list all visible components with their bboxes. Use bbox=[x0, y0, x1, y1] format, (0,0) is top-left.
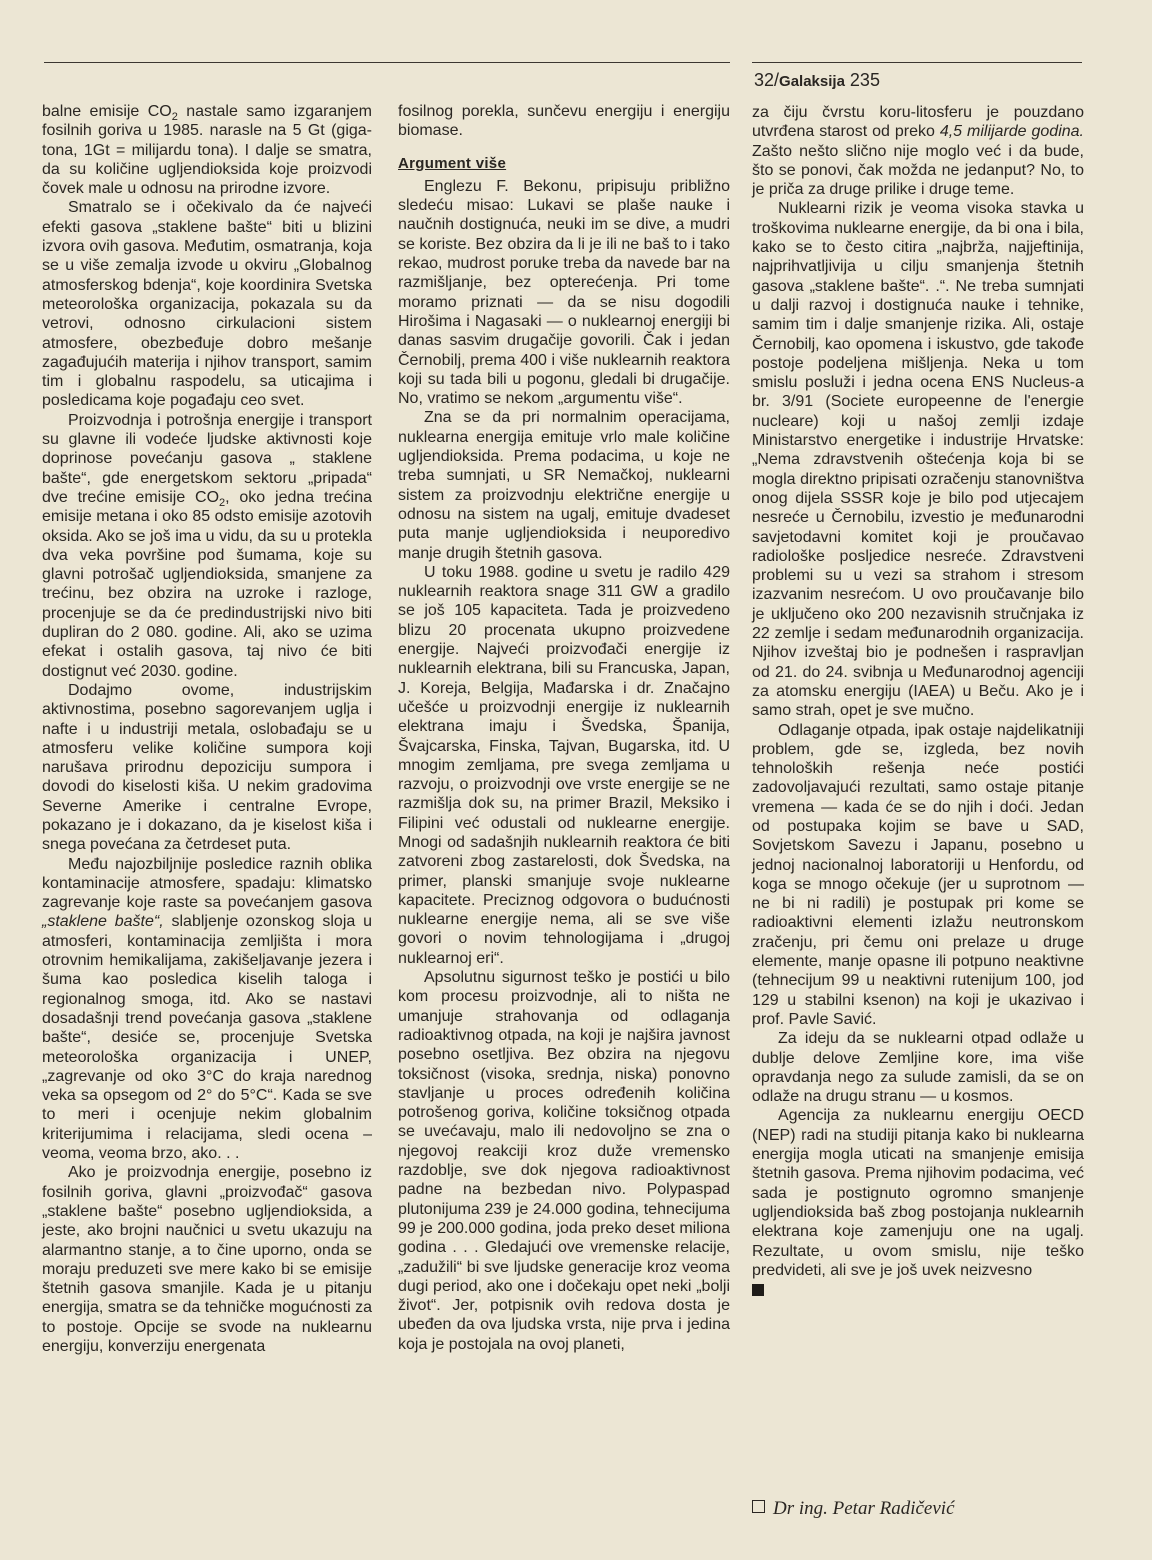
col1-paragraph-5: Među najozbiljnije posledice raznih oblika kontaminacije atmosfere, spadaju: klimatsko zagrevanje koje raste sa povećanjem gasova „staklene bašte“, slabljenje ozonskog sloja u atmosferi, kontaminacija zemljišta i mora otrovnim hemikalijama, zakišeljavanje jezera i šuma kao posledica kiselih taloga i regionalnog smoga, itd. Ako se nastavi dosadašnji trend povećanja gasova „staklene bašte“, desiće se, procenjuje Svetska meteorološka organizacija i UNEP, „zagrevanje od oko 3°C do kraja narednog veka sa opsegom od 2° do 5°C“. Kada se sve to meri i ocenjuje nekim globalnim kriterijumima i relacijama, sledi ocena – veoma, veoma brzo, ako. . . bbox=[42, 855, 372, 1163]
col2-paragraph-5: Apsolutnu sigurnost teško je postići u bilo kom procesu proizvodnje, ali to ništa ne umanjuje strahovanja od odlaganja radioaktivnog otpada, na koji je najšira javnost posebno osetljiva. Bez obzira na njegovu toksičnost (visoka, srednja, niska) ponovno stavljanje u proces određenih količina potrošenog goriva, količine toksičnog otpada se uvećavaju, malo ili nedovoljno se zna o njegovoj reakciji kroz duže vremensko razdoblje, sve dok njegova radioaktivnost padne na bezbedan nivo. Polураspad plutonijuma 239 je 24.000 godina, tehnecijuma 99 je 200.000 godina, joda preko deset miliona godina . . . Gledajući ove vremenske relacije, „zadužili“ bi sve ljudske generacije kroz veoma dugi period, ako one i dočekaju opet neki „bolji život“. Jer, potpisnik ovih redova dosta je ubeđen da ova ljudska vrsta, nije prva i jedina koja je postojala na ovoj planeti, bbox=[398, 969, 730, 1353]
header-rule-right bbox=[752, 62, 1082, 63]
col3-paragraph-5: Agencija za nuklearnu energiju OECD (NEP) radi na studiji pitanja kako bi nuklearna energija mogla uticati na smanjenje emisija štetnih gasova. Prema njihovim podacima, već sada je postignuto ogromno smanjenje ugljendioksida baš zbog postojanja nuklearnih elektrana koje zamenjuju one na ugalj. Rezultate, u ovom smislu, nije teško predvideti, ali sve je još uvek neizvesno bbox=[752, 1107, 1084, 1279]
author-name: Dr ing. Petar Radičević bbox=[773, 1498, 955, 1519]
col1-paragraph-1: balne emisije $CO_2$ nastale samo izgaranjem fosilnih goriva u 1985. narasle na 5 Gt (giga-tona, 1Gt = milijardu tona). I dalje se smatra, da su količine ugljendioksida koje proizvodi čovek male u odnosu na prirodne izvore. bbox=[42, 103, 373, 198]
column-3 bbox=[752, 103, 1084, 1301]
col2-paragraph-1: fosilnog porekla, sunčevu energiju i energiju biomase. bbox=[398, 103, 730, 140]
col1-paragraph-4: Dodajmo ovome, industrijskim aktivnostima, posebno sagorevanjem uglja i nafte i u industriji metala, oslobađaju se u atmosferu velike količine sumpora koji narušava prirodnu depoziciju sumpora i dovodi do kiselosti kiša. U nekim gradovima Severne Amerike i centralne Evrope, pokazano je i dokazano, da je kiselost kiša i snega povećana za četrdeset puta. bbox=[42, 681, 372, 854]
header-rule-left bbox=[44, 62, 730, 63]
col2-paragraph-2: Englezu F. Bekonu, pripisuju približno sledeću misao: Lukavi se plaše nauke i naučnih dostignuća, neuki im se dive, a mudri se koriste. Bez obzira da li je ili ne baš to i tako rekao, mudrost porukе treba da navede bar na razmišljanje, bez opterećenja. Pri tome moramo priznati — da se nisu dogodili Hirošima i Nagasaki — o nuklearnoj energiji bi danas sasvim drugačije govorili. Čak i jedan Černobilj, prema 400 i više nuklearnih reaktora koji su tada bili u pogonu, gledali bi drugačije. No, vratimo se nekom „argumentu više“. bbox=[398, 177, 730, 408]
column-2 bbox=[398, 102, 730, 1354]
col1-paragraph-6: Ako je proizvodnja energije, posebno iz fosilnih goriva, glavni „proizvođač“ gasova „staklene bašte“ posebno ugljendioksida, a jeste, ako brojni naučnici u svetu ukazuju na alarmantno stanje, a to čine uporno, onda se moraju preduzeti sve mere kako bi se emisije štetnih gasova smanjile. Kada je u pitanju energija, smatra se da tehničke mogućnosti za to postoje. Opcije se svode na nuklearnu energiju, konverziju energenata bbox=[42, 1164, 372, 1355]
col1-paragraph-2: Smatralo se i očekivalo da će najveći efekti gasova „staklene bašte“ biti u blizini izvora ovih gasova. Međutim, osmatranja, koja se u više zemalja izvode u okviru „Globalnog atmosferskog bdenja“, koje koordinira Svetska meteorološka organizacija, pokazala su da vetrovi, odnosno cirkulacioni sistem atmosfere, obezbeđuje dobro mešanje zagađujućih materija i njihov transport, samim tim i globalnu raspodelu, sa uticajima i posledicama koje pogađaju ceo svet. bbox=[42, 199, 372, 410]
byline-box-icon bbox=[752, 1500, 765, 1513]
page-number: 32/ bbox=[754, 70, 780, 90]
magazine-name: Galaksija bbox=[779, 73, 845, 90]
issue-number: 235 bbox=[844, 70, 880, 90]
section-heading: Argument više bbox=[398, 154, 507, 172]
page-folio bbox=[754, 70, 880, 91]
col3-paragraph-1: za čiju čvrstu koru-litosferu je pouzdano utvrđena starost od preko 4,5 milijarde godina. Zašto nešto slično nije moglo već i da bude, što se ponovi, čak možda ne jedanput? No, to je priča za druge prilike i druge teme. bbox=[752, 104, 1084, 199]
col2-paragraph-3: Zna se da pri normalnim operacijama, nuklearna energija emituje vrlo male količine ugljendioksida. Prema podacima, u koje ne treba sumnjati, u SR Nemačkoj, nuklearni sistem za proizvodnju električne energije u odnosu na sistem na ugalj, emituje dvadeset puta manje ugljendioksida i neuporedivo manje drugih štetnih gasova. bbox=[398, 409, 730, 562]
col1-paragraph-3: Proizvodnja i potrošnja energije i transport su glavne ili vodeće ljudske aktivnosti koje doprinose povećanju gasova „ staklene bašte“, gde energetskom sektoru „pripada“ dve trećine emisije $CO_2$, oko jedna trećina emisije metana i oko 85 odsto emisije azotovih oksida. Ako se još ima u vidu, da su u protekla dva veka površine pod šumama, koje su glavni potrošač ugljendioksida, smanjene za trećinu, bez obzira na uzroke i razloge, procenjuje se da će predindustrijski nivo biti dupliran do 2 080. godine. Ali, ako se uzima efekat i ostalih gasova, taj nivo će biti dostignut već 2030. godine. bbox=[42, 411, 372, 680]
col3-paragraph-3: Odlaganje otpada, ipak ostaje najdelikatniji problem, gde se, izgleda, bez novih tehnoloških rešenja neće postići zadovoljavajući rezultati, samo ostaje pitanje vremena — kada će se do njih i doći. Jedan od postupaka kojim se bave u SAD, Sovjetskom Savezu i Japanu, posebno u jednoj nacionalnoj laboratoriji u Henfordu, od koga se mnogo očekuje (jer u suprotnom — ne bi ni radili) je postupak pri kome se radioaktivni elementi izlažu neutronskom zračenju, pri čemu oni prelaze u druge elemente, manje opasne ili potpuno neaktivne (tehnecijum 99 u neaktivni rutenijum 100, jod 129 u stabilni ksenon) na koji je ukazivao i prof. Pavle Savić. bbox=[752, 721, 1084, 1028]
col3-paragraph-2: Nuklearni rizik je veoma visoka stavka u troškovima nuklearne energije, da bi ona i bila, kako se to često citira „najbrža, najjeftinija, najprihvatljivija u cilju smanjenja štetnih gasova „staklene bašte“. .“. Ne treba sumnjati u dalji razvoj i dostignuća nauke i tehnike, samim tim i dalje smanjenje rizika. Ali, ostaje Černobilj, kao opomena i iskustvo, gde takođe postoje podeljena mišljenja. Neka u tom smislu posluži i jedna ocena ENS Nucleus-a br. 3/91 (Societe europeenne de l'energie nucleare) koji u našoj zemlji izdaje Ministarstvo energetike i industrije Hrvatske: „Nema zdravstvenih oštećenja koja bi se mogla direktno pripisati ozračenju stanovništva onog dijela SSSR koje je bilo pod utjecajem nesreće u Černobilu, izvestio je međunarodni savjetodavni komitet koji je proučavao radiološke posljedice nesreće. Zdravstveni problemi su u vezi sa strahom i stresom izazvanim nesrećom. U ovo proučavanje bilo je uključeno oko 200 nezavisnih stručnjaka iz 22 zemlje i sedam međunarodnih organizacija. Njihov izveštaj bio je podnešen i raspravljan od 21. do 24. svibnja u Međunarodnoj agenciji za atomsku energiju (IAEA) u Beču. Ako je i samo strah, opet je sve mučno. bbox=[752, 200, 1084, 720]
end-of-article-mark bbox=[752, 1284, 764, 1296]
col2-paragraph-4: U toku 1988. godine u svetu je radilo 429 nuklearnih reaktora snage 311 GW a gradilo se još 105 kapaciteta. Tada je proizvedeno blizu 20 procenata ukupno proizvedene energije. Najveći proizvođači energije iz nuklearnih elektrana, bili su Francuska, Japan, J. Koreja, Belgija, Mađarska i dr. Značajno učešće u proizvodnji energije iz nuklearnih elektrana imaju i Švedska, Španija, Švajcarska, Finska, Tajvan, Bugarska, itd. U mnogim zemljama, pre svega zemljama u razvoju, o proizvodnji ove vrste energije se ne razmišlja dok su, na primer Brazil, Meksiko i Filipini već odustali od nuklearne energije. Mnogi od sadašnjih nuklearnih reaktora će biti zatvoreni zbog zastarelosti, dok Švedska, na primer, planski smanjuje svoje nuklearne kapacitete. Preciznog odgovora o budućnosti nuklearne energije nema, ali se sve više govori o novim tehnologijama i „drugoj nuklearnoj eri“. bbox=[398, 563, 730, 967]
column-1 bbox=[42, 102, 372, 1356]
author-byline bbox=[752, 1498, 955, 1520]
col3-paragraph-4: Za ideju da se nuklearni otpad odlaže u dublje delove Zemljine kore, ima više opravdanja nego za sulude zamisli, da se on odlaže na drugu stranu — u kosmos. bbox=[752, 1030, 1084, 1106]
